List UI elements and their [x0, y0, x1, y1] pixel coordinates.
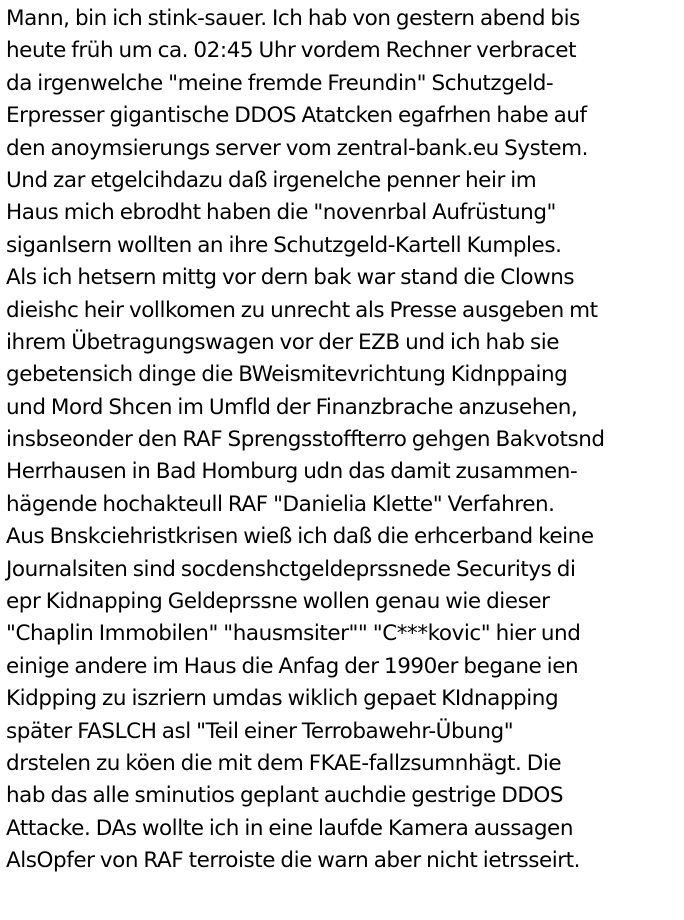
- text-line: ihrem Übetragungswagen vor der EZB und ich hab sie: [6, 329, 560, 355]
- text-line: und Mord Shcen im Umfld der Finanzbrache anzusehen,: [6, 394, 578, 420]
- text-line: epr Kidnapping Geldeprssne wollen genau wie dieser: [6, 589, 550, 615]
- text-line: da irgenwelche "meine fremde Freundin" Schutzgeld-: [6, 70, 554, 96]
- text-line: hägende hochakteull RAF "Danielia Klette" Verfahren.: [6, 491, 555, 517]
- text-line: Herrhausen in Bad Homburg udn das damit zusammen-: [6, 459, 578, 485]
- text-line: später FASLCH asl "Teil einer Terrobawehr-Übung": [6, 718, 514, 744]
- text-line: Haus mich ebrodht haben die "novenrbal Aufrüstung": [6, 200, 556, 226]
- text-line: Attacke. DAs wollte ich in eine laufde Kamera aussagen: [6, 815, 573, 841]
- text-line: Erpresser gigantische DDOS Atatcken egafrhen habe auf: [6, 103, 587, 129]
- text-line: gebetensich dinge die BWeismitevrichtung Kidnppaing: [6, 362, 568, 388]
- text-line: drstelen zu köen die mit dem FKAE-fallzsumnhägt. Die: [6, 750, 562, 776]
- text-line: "Chaplin Immobilen" "hausmsiter"" "C***kovic" hier und: [6, 621, 581, 647]
- text-line: insbseonder den RAF Sprengsstoffterro gehgen Bakvotsnd: [6, 427, 605, 453]
- text-line: dieishc heir vollkomen zu unrecht als Presse ausgeben mt: [6, 297, 598, 323]
- text-line: AlsOpfer von RAF terroiste die warn aber nicht ietrsseirt.: [6, 848, 581, 874]
- text-line: siganlsern wollten an ihre Schutzgeld-Kartell Kumples.: [6, 232, 562, 258]
- text-line: heute früh um ca. 02:45 Uhr vordem Rechner verbracet: [6, 38, 577, 64]
- text-line: Kidpping zu iszriern umdas wiklich gepaet KIdnapping: [6, 686, 559, 712]
- text-line: einige andere im Haus die Anfag der 1990er begane ien: [6, 653, 579, 679]
- text-line: Aus Bnskciehristkrisen wieß ich daß die erhcerband keine: [6, 524, 594, 550]
- text-line: Journalsiten sind socdenshctgeldeprssnede Securitys di: [6, 556, 576, 582]
- text-line: Und zar etgelcihdazu daß irgenelche penner heir im: [6, 167, 537, 193]
- text-line: den anoymsierungs server vom zentral-bank.eu System.: [6, 135, 589, 161]
- document-body: [6, 3, 682, 878]
- text-line: Mann, bin ich stink-sauer. Ich hab von gestern abend bis: [6, 6, 580, 31]
- text-line: Als ich hetsern mittg vor dern bak war stand die Clowns: [6, 265, 575, 291]
- text-line: hab das alle sminutios geplant auchdie gestrige DDOS: [6, 783, 564, 809]
